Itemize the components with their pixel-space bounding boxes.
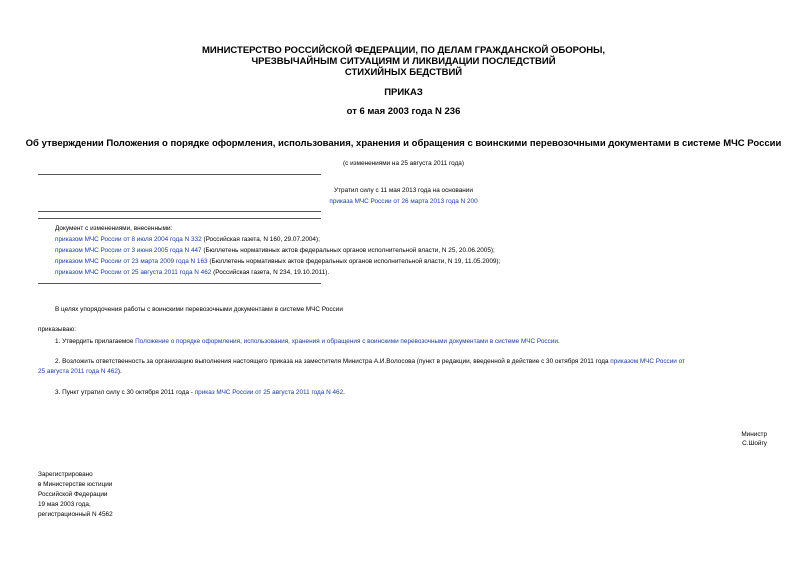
lost-force-text: Утратил силу с 11 мая 2013 года на основании	[334, 187, 473, 194]
list-item	[55, 247, 495, 255]
page-title: Об утверждении Положения о порядке оформления, использования, хранения и обращения с воинскими перевозочными документами в системе МЧС России	[25, 138, 782, 149]
regulation-link[interactable]: Положение о порядке оформления, использования, хранения и обращения с воинскими перевозочными документами в системе МЧС России	[135, 338, 558, 345]
registration-line: 19 мая 2003 года,	[38, 501, 91, 508]
doc-type: ПРИКАЗ	[384, 87, 423, 98]
order-462-link[interactable]: приказ МЧС России от 25 августа 2011 года N 462	[194, 389, 344, 396]
order-item-1-text: 1. Утвердить прилагаемое	[55, 338, 136, 345]
amendment-link[interactable]: приказом МЧС России от 8 июля 2004 года N 332	[55, 236, 202, 243]
order-item-3: 3. Пункт утратил силу с 30 октября 2011 года - приказ МЧС России от 25 августа 2011 года N 462.	[55, 389, 345, 396]
order-item-3-text: 3. Пункт утратил силу с 30 октября 2011 года -	[55, 389, 195, 396]
signature-position: Министр	[741, 431, 767, 438]
amendment-source: (Российская газета, N 234, 19.10.2011).	[211, 269, 330, 276]
list-item	[55, 236, 320, 244]
divider	[38, 174, 321, 175]
amendments-intro: Документ с изменениями, внесенными:	[55, 225, 173, 232]
changes-note: (с изменениями на 25 августа 2011 года)	[343, 160, 464, 167]
amendment-source: (Бюллетень нормативных актов федеральных органов исполнительной власти, N 25, 20.06.2005);	[201, 247, 495, 254]
order-462-link[interactable]: приказом МЧС России от	[610, 358, 685, 365]
amendment-link[interactable]: приказом МЧС России от 23 марта 2009 года N 163	[55, 258, 208, 265]
divider	[38, 211, 321, 212]
order-462-link[interactable]: 25 августа 2011 года N 462	[38, 368, 118, 375]
order-item-2-continued: 25 августа 2011 года N 462).	[38, 368, 122, 375]
registration-line: регистрационный N 4562	[38, 511, 113, 518]
registration-line: Зарегистрировано	[38, 471, 93, 478]
amendment-source: (Российская газета, N 160, 29.07.2004);	[201, 236, 320, 243]
amendment-link[interactable]: приказом МЧС России от 25 августа 2011 года N 462	[55, 269, 212, 276]
ministry-line-1: МИНИСТЕРСТВО РОССИЙСКОЙ ФЕДЕРАЦИИ, ПО ДЕЛАМ ГРАЖДАНСКОЙ ОБОРОНЫ,	[201, 45, 606, 56]
registration-line: Российской Федерации	[38, 491, 108, 498]
purpose-text: В целях упорядочения работы с воинскими перевозочными документами в системе МЧС России	[55, 306, 343, 313]
order-item-2-text: 2. Возложить ответственность за организацию выполнения настоящего приказа на заместителя Министра А.И.Волосова (пункт в редакции, введенной в действие с 30 октября 2011 года	[55, 358, 611, 365]
amendment-link[interactable]: приказом МЧС России от 3 июня 2005 года N 447	[55, 247, 202, 254]
list-item	[55, 269, 329, 277]
lost-force-link[interactable]: приказа МЧС России от 26 марта 2013 года N 200	[329, 198, 478, 205]
ministry-line-2: ЧРЕЗВЫЧАЙНЫМ СИТУАЦИЯМ И ЛИКВИДАЦИИ ПОСЛЕДСТВИЙ	[251, 56, 556, 67]
list-item	[55, 258, 500, 266]
signature-name: С.Шойгу	[742, 440, 767, 447]
order-word: приказываю:	[38, 326, 76, 333]
ministry-line-3: СТИХИЙНЫХ БЕДСТВИЙ	[344, 67, 463, 78]
order-item-1: 1. Утвердить прилагаемое Положение о порядке оформления, использования, хранения и обращения с воинскими перевозочными документами в системе МЧС России.	[55, 338, 560, 345]
divider	[38, 218, 321, 219]
registration-line: в Министерстве юстиции	[38, 481, 113, 488]
doc-date: от 6 мая 2003 года N 236	[346, 106, 461, 117]
divider	[38, 283, 321, 284]
order-item-2	[55, 358, 685, 366]
amendment-source: (Бюллетень нормативных актов федеральных органов исполнительной власти, N 19, 11.05.2009);	[207, 258, 501, 265]
